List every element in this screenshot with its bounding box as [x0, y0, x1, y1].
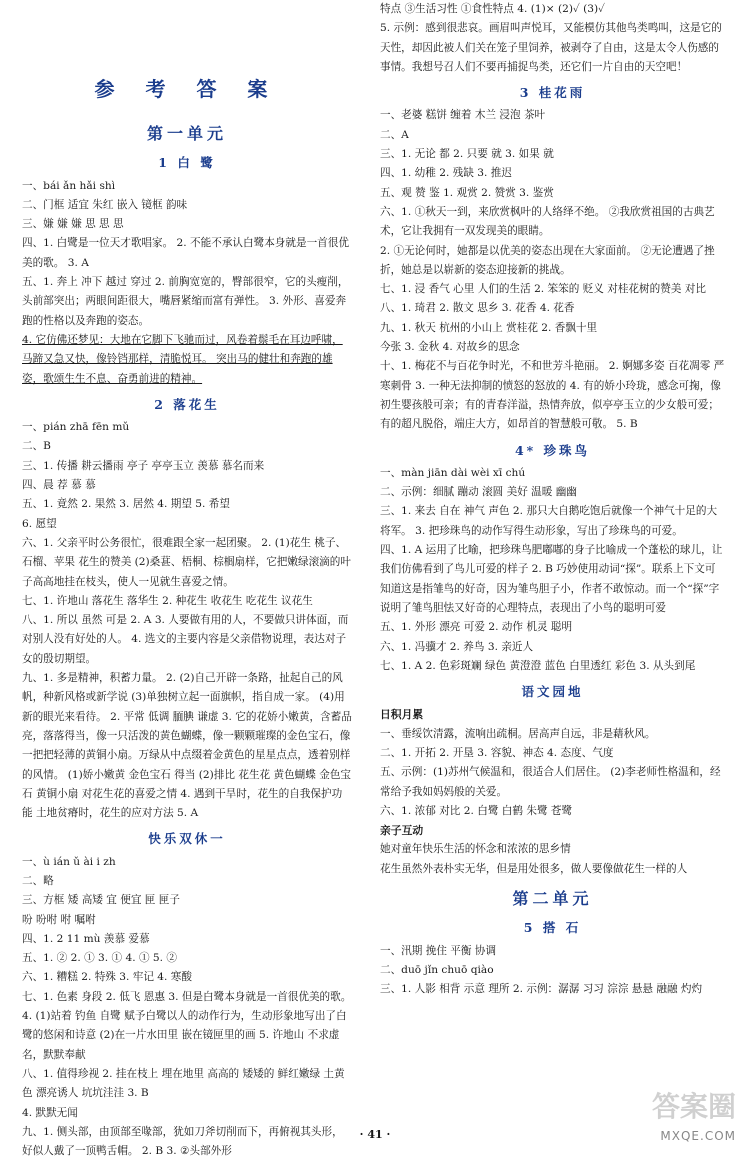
- answer-line: 七、1. 色素 身段 2. 低飞 恩惠 3. 但是白鹭本身就是一首很优美的歌。 4. (1)站着 钓鱼 自鹭 赋予白鹭以人的动作行为，生动形象地写出了白鹭的悠闲和诗意 (2)在一片水田里 嵌在镜匣里的画 5. 许地山 不求虚名，默默奉献: [22, 990, 352, 1061]
- answer-line: 五、示例：(1)苏州气候温和，很适合人们居住。 (2)李老师性格温和，经常给予我如妈妈般的关爱。: [380, 766, 721, 798]
- answer-line: 四、1. A 运用了比喻，把珍珠鸟肥嘟嘟的身子比喻成一个蓬松的球儿，让我们仿佛看到了鸟儿可爱的样子 2. B 巧妙使用动词“探”。联系上下文可知道这是指雏鸟的好奇，因为雏鸟胆子小，作者不敢惊动。而一个“探”字说明了雏鸟胆怯又好奇的心理特点，表现出了小鸟的聪明可爱: [380, 544, 723, 614]
- answer-line: 一、汛期 挽住 平衡 协调: [380, 944, 497, 957]
- answer-line: 一、pián zhā fēn mǔ: [22, 421, 130, 434]
- answer-line: 花生虽然外表朴实无华，但是用处很多，做人要像做花生一样的人: [380, 862, 688, 875]
- answer-line: 一、màn jiān dài wèi xī chú: [380, 466, 526, 479]
- subsection-heading: 亲子互动: [380, 824, 424, 838]
- answer-line: 五、1. 奔上 冲下 越过 穿过 2. 前胸宽宽的，臀部很窄，它的头瘦削，头前部突出；两眼间距很大，嘴唇紧缩而富有弹性。 3. 外形、喜爱奔跑的性格以及奔跑的姿态。: [22, 276, 349, 327]
- watermark-logo: 答案圈: [651, 1090, 736, 1123]
- lesson-5-heading: 5 搭 石: [523, 920, 582, 936]
- answer-line: 九、1. 秋天 杭州的小山上 赏桂花 2. 香飘十里: [380, 321, 598, 334]
- answer-line: 一、ù ián ǔ ài i zh: [22, 855, 116, 868]
- answer-line: 二、略: [22, 874, 54, 887]
- answer-line: 五、1. 外形 漂亮 可爱 2. 动作 机灵 聪明: [380, 621, 573, 634]
- answer-line: 三、1. 人影 相背 示意 理所 2. 示例：潺潺 习习 淙淙 悬悬 融融 灼灼: [380, 983, 703, 996]
- answer-line: 六、1. 父亲平时公务很忙，很难跟全家一起团聚。 2. (1)花生 桃子、石榴、苹果 花生的赞美 (2)桑葚、梧桐、棕榈扇样，它把嫩绿滚滴的叶子高高地挂在枝头，使人一见就生喜爱之情。: [22, 536, 351, 588]
- answer-line: 四、晨 荐 慕 慕: [22, 479, 96, 492]
- answer-line: 三、1. 传播 耕云播雨 亭子 亭亭玉立 羡慕 慕名而来: [22, 459, 265, 472]
- answer-line: 特点 ③生活习性 ①食性特点 4. (1)× (2)✓ (3)✓: [380, 3, 605, 15]
- happy-weekend-heading: 快乐双休一: [148, 831, 226, 847]
- answer-line: 七、1. A 2. 色彩斑斓 绿色 黄澄澄 蓝色 白里透红 彩色 3. 从头到尾: [380, 659, 696, 672]
- answer-line: 九、1. 侧头部，由顶部至喙部，犹如刀斧切削而下，再俯视其头形，好似人戴了一顶鸭舌帽。 2. B 3. ②头部外形: [22, 1125, 343, 1158]
- lesson-3-heading: 3 桂花雨: [519, 85, 586, 101]
- answer-line: 吩 吩咐 咐 嘱咐: [22, 913, 96, 926]
- answer-line: 六、1. ①秋天一到，来欣赏枫叶的人络绎不绝。 ②我欣赏祖国的古典艺术，它让我拥有一双发现美的眼睛。: [380, 205, 715, 238]
- answer-line: 一、垂绥饮清露，流响出疏桐。居高声自远，非是藉秋风。: [380, 727, 656, 740]
- watermark-site: MXQE.COM: [660, 1129, 736, 1143]
- answer-line: 二、A: [380, 128, 409, 141]
- page-title: 参 考 答 案: [94, 77, 280, 101]
- left-column: [22, 0, 352, 1161]
- answer-line: 三、嫌 嫌 嫌 思 思 思: [22, 218, 124, 231]
- answer-line: 6. 愿望: [22, 517, 57, 530]
- unit-1-heading: 第一单元: [146, 124, 227, 143]
- subsection-heading: 日积月累: [380, 708, 424, 722]
- answer-line: 六、1. 浓郁 对比 2. 白鹭 白鹤 朱鹭 苍鹭: [380, 804, 573, 817]
- answer-line: 六、1. 冯骥才 2. 养鸟 3. 亲近人: [380, 640, 534, 653]
- answer-line: 四、1. 白鹭是一位天才歌唱家。 2. 不能不承认白鹭本身就是一首很优美的歌。 3. A: [22, 237, 349, 269]
- answer-line: 五、1. ② 2. ① 3. ① 4. ① 5. ②: [22, 952, 178, 965]
- lesson-4-heading: 4* 珍珠鸟: [514, 442, 591, 458]
- answer-line: 一、老婆 糕饼 缠着 木兰 浸泡 茶叶: [380, 109, 546, 122]
- answer-line: 三、1. 来去 自在 神气 声色 2. 那只大自鹅吃饱后就像一个神气十足的大将军。 3. 把珍珠鸟的动作写得生动形象，写出了珍珠鸟的可爱。: [380, 505, 718, 537]
- answer-line: 二、1. 开拓 2. 开垦 3. 容貌、神态 4. 态度、气度: [380, 746, 614, 759]
- answer-line: 二、门框 适宜 朱红 嵌入 镜框 韵味: [22, 198, 188, 211]
- answer-line: 四、1. 幼稚 2. 残缺 3. 推迟: [380, 167, 512, 180]
- answer-line: 五、观 赞 鉴 1. 观赏 2. 赞赏 3. 鉴赏: [380, 186, 554, 199]
- answer-line: 二、示例：细腻 蹦动 滚圆 美好 温暖 幽幽: [380, 486, 577, 499]
- answer-line: 十、1. 梅花不与百花争时光，不和世芳斗艳丽。 2. 婀娜多姿 百花凋零 严寒刺骨 3. 一种无法抑制的愤怒的怒放的 4. 有的娇小玲珑，感念可掬，像初生婴孩般可亲；有的青春洋溢，热情奔放，似亭亭玉立的少女般可爱；有的超凡脱俗，端庄大方，如昂首的智慧般可敬。 5. B: [380, 360, 725, 431]
- answer-line: 五、1. 竟然 2. 果然 3. 居然 4. 期望 5. 希望: [22, 498, 230, 511]
- answer-line: 她对童年快乐生活的怀念和浓浓的思乡情: [380, 843, 571, 856]
- answer-line: 二、B: [22, 440, 51, 453]
- answer-line: 八、1. 所以 虽然 可是 2. A 3. 人要做有用的人，不要做只讲体面，而对别人没有好处的人。 4. 选文的主要内容是父亲借物说理，表达对子女的殷切期望。: [22, 614, 349, 665]
- answer-line: 八、1. 值得珍视 2. 挂在枝上 埋在地里 高高的 矮矮的 鲜红嫩绿 土黄色 漂亮诱人 坑坑洼洼 3. B: [22, 1067, 345, 1100]
- answer-line: 七、1. 浸 香气 心里 人们的生活 2. 笨笨的 贬义 对桂花树的赞美 对比: [380, 283, 706, 296]
- answer-line: 二、duō jǐn chuō qiào: [380, 963, 494, 976]
- answer-line: 九、1. 多是精神，积蓄力量。 2. (2)自己开辟一条路，扯起自己的风帆，种新风格或新学说 (3)单独树立起一面旗帜，指自成一家。 (4)用新的眼光来看待。 2. 平常 低调 腼腆 谦虚 3. 它的花娇小嫩黄，含蓄品亮，落落得当，像一只活泼的黄色蝴蝶，像一颗颗璀璨的金色宝石，像一把把轻薄的黄铜小扇。万绿从中点缀着金黄色的星星点点，透着别样的风情。 (1)娇小嫩黄 金色宝石 得当 (2)排比 花生花 黄色蝴蝶 金色宝石 黄铜小扇 对花生花的喜爱之情 4. 遇到干旱时，花生的自我保护功能 土地贫瘠时，花生的应对方法 5. A: [22, 672, 352, 820]
- yuwen-garden-heading: 语文园地: [521, 684, 584, 700]
- answer-line: 八、1. 琦君 2. 散文 思乡 3. 花香 4. 花香: [380, 302, 575, 315]
- answer-line: 七、1. 许地山 落花生 落华生 2. 种花生 收花生 吃花生 议花生: [22, 594, 313, 607]
- answer-line: 三、方框 矮 高矮 宜 便宜 匣 匣子: [22, 894, 180, 907]
- answer-line: 4. 默默无闻: [22, 1106, 78, 1119]
- answer-line: 四、1. 2 11 mù 羡慕 爱慕: [22, 932, 150, 945]
- answer-line: 5. 示例：感到很悲哀。画眉叫声悦耳，又能模仿其他鸟类鸣叫，这是它的天性，却因此被人们关在笼子里饲养，被剥夺了自由，这是太令人伤感的事情。我想号召人们不要再捕捉鸟类，还它们一片自由的天空吧！: [380, 22, 722, 73]
- answer-line: 2. ①无论何时，她都是以优美的姿态出现在大家面前。 ②无论遭遇了挫折，她总是以崭新的姿态迎接新的挑战。: [380, 244, 715, 276]
- answer-line: 今张 3. 金秋 4. 对故乡的思念: [380, 341, 520, 354]
- answer-line: 三、1. 无论 都 2. 只要 就 3. 如果 就: [380, 148, 554, 161]
- answer-line: 4. 它仿佛还梦见：大地在它脚下飞驰而过，风卷着鬃毛在耳边呼啸，马蹄又急又快，像铃铛那样，清脆悦耳。 突出马的健壮和奔跑的雄姿，歌颂生生不息、奋勇前进的精神。: [22, 333, 343, 385]
- unit-2-heading: 第二单元: [512, 889, 593, 909]
- page-number: · 41 ·: [359, 1128, 391, 1141]
- lesson-2-heading: 2 落花生: [154, 396, 220, 412]
- lesson-1-heading: 1 白 鹭: [158, 155, 216, 171]
- answer-line: 一、bái ǎn hǎi shì: [22, 179, 116, 192]
- right-column: [380, 0, 725, 1000]
- answer-line: 六、1. 糟糕 2. 特殊 3. 牢记 4. 寒酸: [22, 971, 192, 984]
